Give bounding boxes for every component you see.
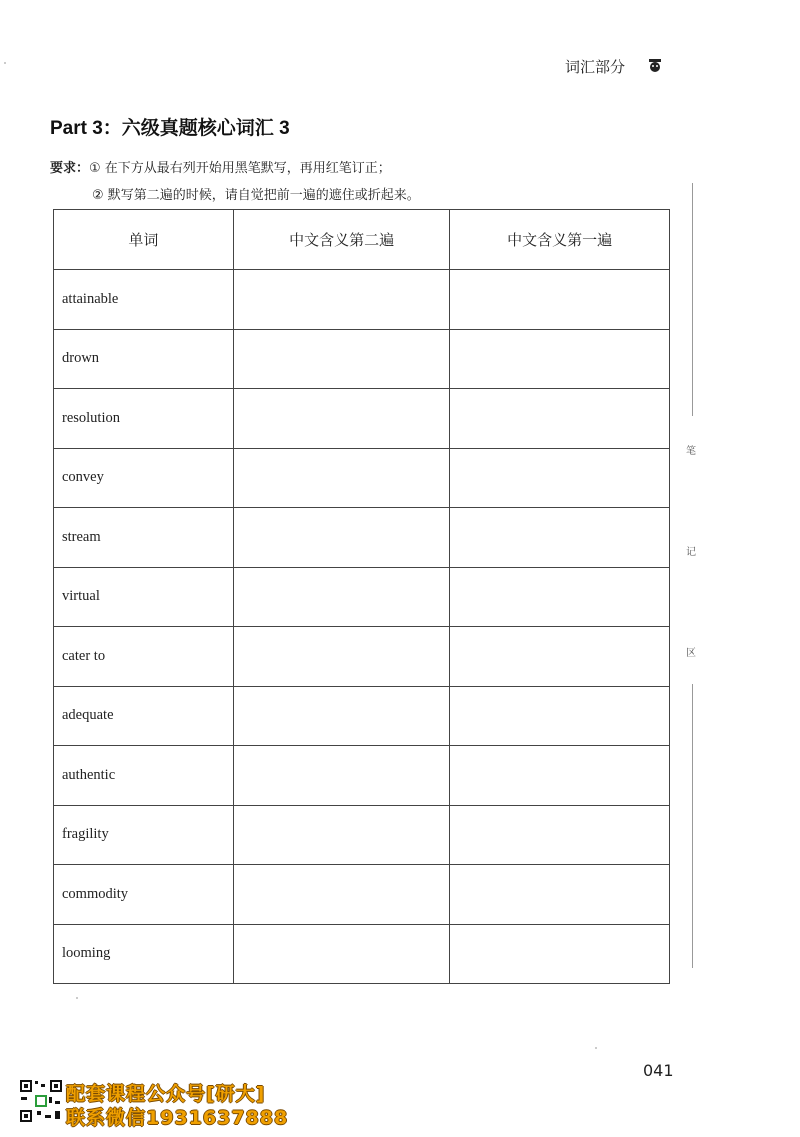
meaning-second-cell[interactable] bbox=[233, 389, 450, 449]
scan-speck bbox=[4, 62, 6, 64]
meaning-first-cell[interactable] bbox=[450, 686, 670, 746]
word-cell: drown bbox=[54, 329, 234, 389]
table-row bbox=[54, 627, 670, 687]
table-row bbox=[54, 508, 670, 568]
meaning-second-cell[interactable] bbox=[233, 448, 450, 508]
meaning-first-cell[interactable] bbox=[450, 746, 670, 806]
page-number: 041 bbox=[643, 1061, 674, 1080]
margin-note-char: 区 bbox=[686, 648, 696, 659]
meaning-second-cell[interactable] bbox=[233, 865, 450, 925]
word-cell: commodity bbox=[54, 865, 234, 925]
requirement-line-2: ② 默写第二遍的时候，请自觉把前一遍的遮住或折起来。 bbox=[92, 188, 420, 203]
meaning-first-cell[interactable] bbox=[450, 627, 670, 687]
table-row bbox=[54, 746, 670, 806]
requirement-text-1: ① 在下方从最右列开始用黑笔默写，再用红笔订正； bbox=[89, 161, 391, 176]
promo-line-2: 联系微信1931637888 bbox=[66, 1107, 289, 1129]
section-header: 词汇部分 bbox=[565, 58, 626, 76]
word-cell: fragility bbox=[54, 805, 234, 865]
table-header-row bbox=[54, 210, 670, 270]
table-row bbox=[54, 686, 670, 746]
meaning-first-cell[interactable] bbox=[450, 805, 670, 865]
requirement-label: 要求： bbox=[50, 161, 90, 176]
vocabulary-table bbox=[53, 209, 670, 984]
promo-line-1: 配套课程公众号[研大] bbox=[66, 1083, 266, 1105]
margin-note-char: 笔 bbox=[686, 446, 696, 457]
meaning-first-cell[interactable] bbox=[450, 389, 670, 449]
meaning-first-cell[interactable] bbox=[450, 448, 670, 508]
table-row bbox=[54, 865, 670, 925]
table-row bbox=[54, 389, 670, 449]
meaning-first-cell[interactable] bbox=[450, 865, 670, 925]
meaning-second-cell[interactable] bbox=[233, 329, 450, 389]
meaning-second-cell[interactable] bbox=[233, 508, 450, 568]
meaning-second-cell[interactable] bbox=[233, 924, 450, 984]
word-cell: cater to bbox=[54, 627, 234, 687]
meaning-second-cell[interactable] bbox=[233, 567, 450, 627]
table-row bbox=[54, 924, 670, 984]
meaning-first-cell[interactable] bbox=[450, 567, 670, 627]
table-row bbox=[54, 270, 670, 330]
word-cell: resolution bbox=[54, 389, 234, 449]
header-meaning-first: 中文含义第一遍 bbox=[450, 210, 670, 270]
word-cell: looming bbox=[54, 924, 234, 984]
meaning-second-cell[interactable] bbox=[233, 627, 450, 687]
meaning-first-cell[interactable] bbox=[450, 508, 670, 568]
meaning-second-cell[interactable] bbox=[233, 746, 450, 806]
word-cell: convey bbox=[54, 448, 234, 508]
meaning-second-cell[interactable] bbox=[233, 686, 450, 746]
scan-speck bbox=[76, 997, 78, 999]
margin-note-char: 记 bbox=[686, 547, 696, 558]
requirement-line-1 bbox=[50, 157, 391, 176]
word-cell: virtual bbox=[54, 567, 234, 627]
table-row bbox=[54, 448, 670, 508]
word-cell: attainable bbox=[54, 270, 234, 330]
part-title: Part 3：六级真题核心词汇 3 bbox=[50, 118, 290, 139]
word-cell: adequate bbox=[54, 686, 234, 746]
meaning-first-cell[interactable] bbox=[450, 924, 670, 984]
header-meaning-second: 中文含义第二遍 bbox=[233, 210, 450, 270]
meaning-first-cell[interactable] bbox=[450, 270, 670, 330]
margin-divider-top bbox=[692, 183, 693, 416]
table-row bbox=[54, 805, 670, 865]
meaning-second-cell[interactable] bbox=[233, 270, 450, 330]
table-row bbox=[54, 567, 670, 627]
meaning-second-cell[interactable] bbox=[233, 805, 450, 865]
word-cell: authentic bbox=[54, 746, 234, 806]
table-row bbox=[54, 329, 670, 389]
meaning-first-cell[interactable] bbox=[450, 329, 670, 389]
graduate-icon bbox=[648, 58, 662, 74]
scan-speck bbox=[595, 1047, 597, 1049]
word-cell: stream bbox=[54, 508, 234, 568]
margin-divider-bottom bbox=[692, 684, 693, 968]
qr-code-icon bbox=[19, 1079, 63, 1123]
header-word: 单词 bbox=[54, 210, 234, 270]
